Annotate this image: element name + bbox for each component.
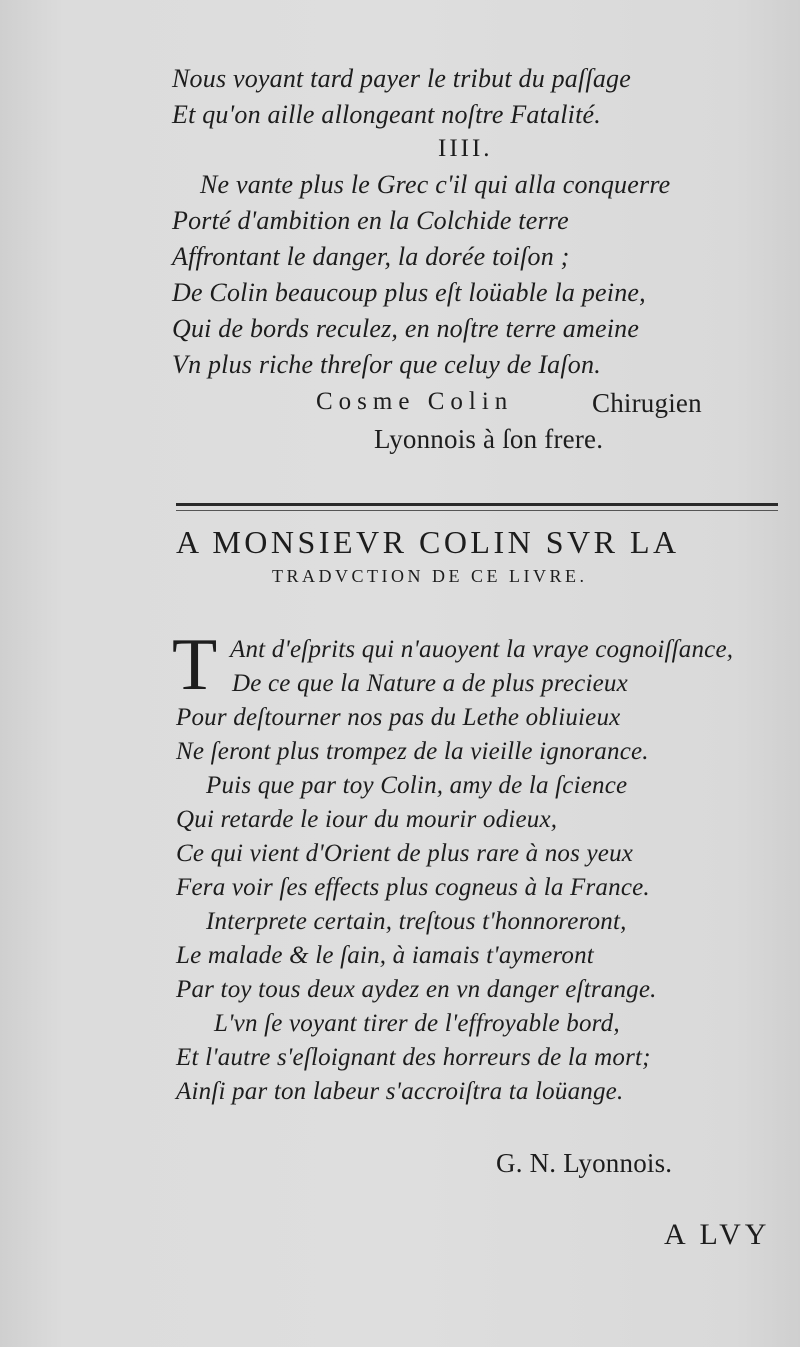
poem-subtitle: TRADVCTION DE CE LIVRE. <box>272 566 588 586</box>
poem-line: Ne ſeront plus trompez de la vieille ignorance. <box>176 738 649 765</box>
poem-line: Pour deſtourner nos pas du Lethe obliuieux <box>176 704 621 731</box>
poem-line: Et qu'on aille allongeant noſtre Fatalité. <box>172 100 601 129</box>
poem-line: Porté d'ambition en la Colchide terre <box>172 206 569 235</box>
poem-line: De Colin beaucoup plus eſt loüable la peine, <box>172 278 646 307</box>
poem-line: Nous voyant tard payer le tribut du paſſage <box>172 64 631 93</box>
poem-line: Ainſi par ton labeur s'accroiſtra ta loüange. <box>176 1078 624 1105</box>
divider-rule <box>176 503 778 506</box>
poem-line: Interprete certain, treſtous t'honnoreront, <box>206 908 627 935</box>
poem-line: Par toy tous deux aydez en vn danger eſtrange. <box>176 976 657 1003</box>
poem-line: Ce qui vient d'Orient de plus rare à nos yeux <box>176 840 634 867</box>
poem-line: Qui de bords reculez, en noſtre terre ameine <box>172 314 640 343</box>
drop-cap: T <box>172 624 218 706</box>
poem-line: Vn plus riche threſor que celuy de Iaſon. <box>172 350 601 379</box>
poem-line: L'vn ſe voyant tirer de l'effroyable bord, <box>214 1010 620 1037</box>
poem-line: Affrontant le danger, la dorée toiſon ; <box>172 242 570 271</box>
catchword: A LVY <box>664 1218 771 1251</box>
poem-line: Puis que par toy Colin, amy de la ſcience <box>206 772 628 799</box>
poem-title: A MONSIEVR COLIN SVR LA <box>176 524 680 560</box>
poem-signature: G. N. Lyonnois. <box>496 1148 673 1178</box>
section-number: IIII. <box>438 135 493 162</box>
signature-title: Chirugien <box>592 388 702 418</box>
divider-rule-thin <box>176 510 778 511</box>
poem-line: Ne vante plus le Grec c'il qui alla conquerre <box>200 170 671 199</box>
poem-line: Fera voir ſes effects plus cogneus à la France. <box>176 874 650 901</box>
poem-line: Et l'autre s'eſloignant des horreurs de la mort; <box>176 1044 651 1071</box>
poem-line: Ant d'eſprits qui n'auoyent la vraye cognoiſſance, <box>230 636 734 663</box>
poem-line: Le malade & le ſain, à iamais t'aymeront <box>176 942 594 969</box>
poem-line: Qui retarde le iour du mourir odieux, <box>176 806 558 833</box>
signature-name: Cosme Colin <box>316 388 514 415</box>
signature-origin: Lyonnois à ſon frere. <box>374 424 604 454</box>
poem-line: De ce que la Nature a de plus precieux <box>232 670 628 697</box>
